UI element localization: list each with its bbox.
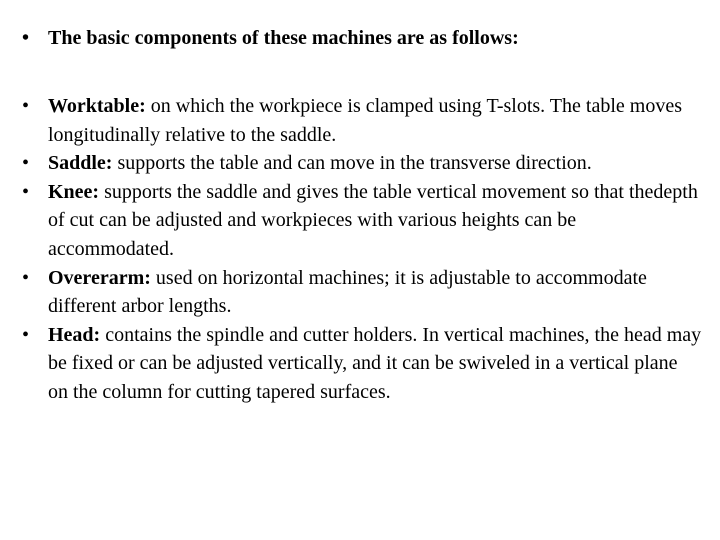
intro-heading xyxy=(22,24,702,52)
component-list xyxy=(22,92,702,407)
component-term: Worktable: xyxy=(48,95,146,117)
list-item-saddle xyxy=(22,149,702,178)
list-item-text xyxy=(48,178,702,264)
bullet-icon: • xyxy=(22,95,30,117)
list-item-overarm xyxy=(22,264,702,321)
bullet-icon: • xyxy=(22,323,30,346)
list-item-text xyxy=(48,264,702,321)
component-term: Head: xyxy=(48,323,101,346)
component-term: Overerarm: xyxy=(48,266,151,289)
bullet-icon: • xyxy=(22,152,30,175)
component-description: on which the workpiece is clamped using T-slots. The table moves longitudinally relative to the saddle. xyxy=(48,95,682,146)
bullet-icon: • xyxy=(22,27,30,49)
component-term: Saddle: xyxy=(48,152,113,175)
bullet-icon: • xyxy=(22,180,30,203)
component-description: contains the spindle and cutter holders. In vertical machines, the head may be fixed or can be adjusted vertically, and it can be swiveled in a vertical plane on the column for cutting tapered surfaces. xyxy=(48,323,702,403)
component-description: supports the table and can move in the transverse direction. xyxy=(112,152,592,175)
intro-heading-text: The basic components of these machines are as follows: xyxy=(48,27,519,49)
component-term: Knee: xyxy=(48,180,100,203)
list-item-knee xyxy=(22,178,702,264)
list-item-text xyxy=(48,321,702,407)
list-item-text xyxy=(48,149,702,178)
list-item-worktable xyxy=(22,92,702,149)
component-description: used on horizontal machines; it is adjustable to accommodate different arbor lengths. xyxy=(48,266,647,318)
component-description: supports the saddle and gives the table vertical movement so that thedepth of cut can be adjusted and workpieces with various heights can be accommodated. xyxy=(48,180,698,260)
bullet-icon: • xyxy=(22,266,30,289)
list-item-text xyxy=(48,92,702,149)
list-item-head xyxy=(22,321,702,407)
